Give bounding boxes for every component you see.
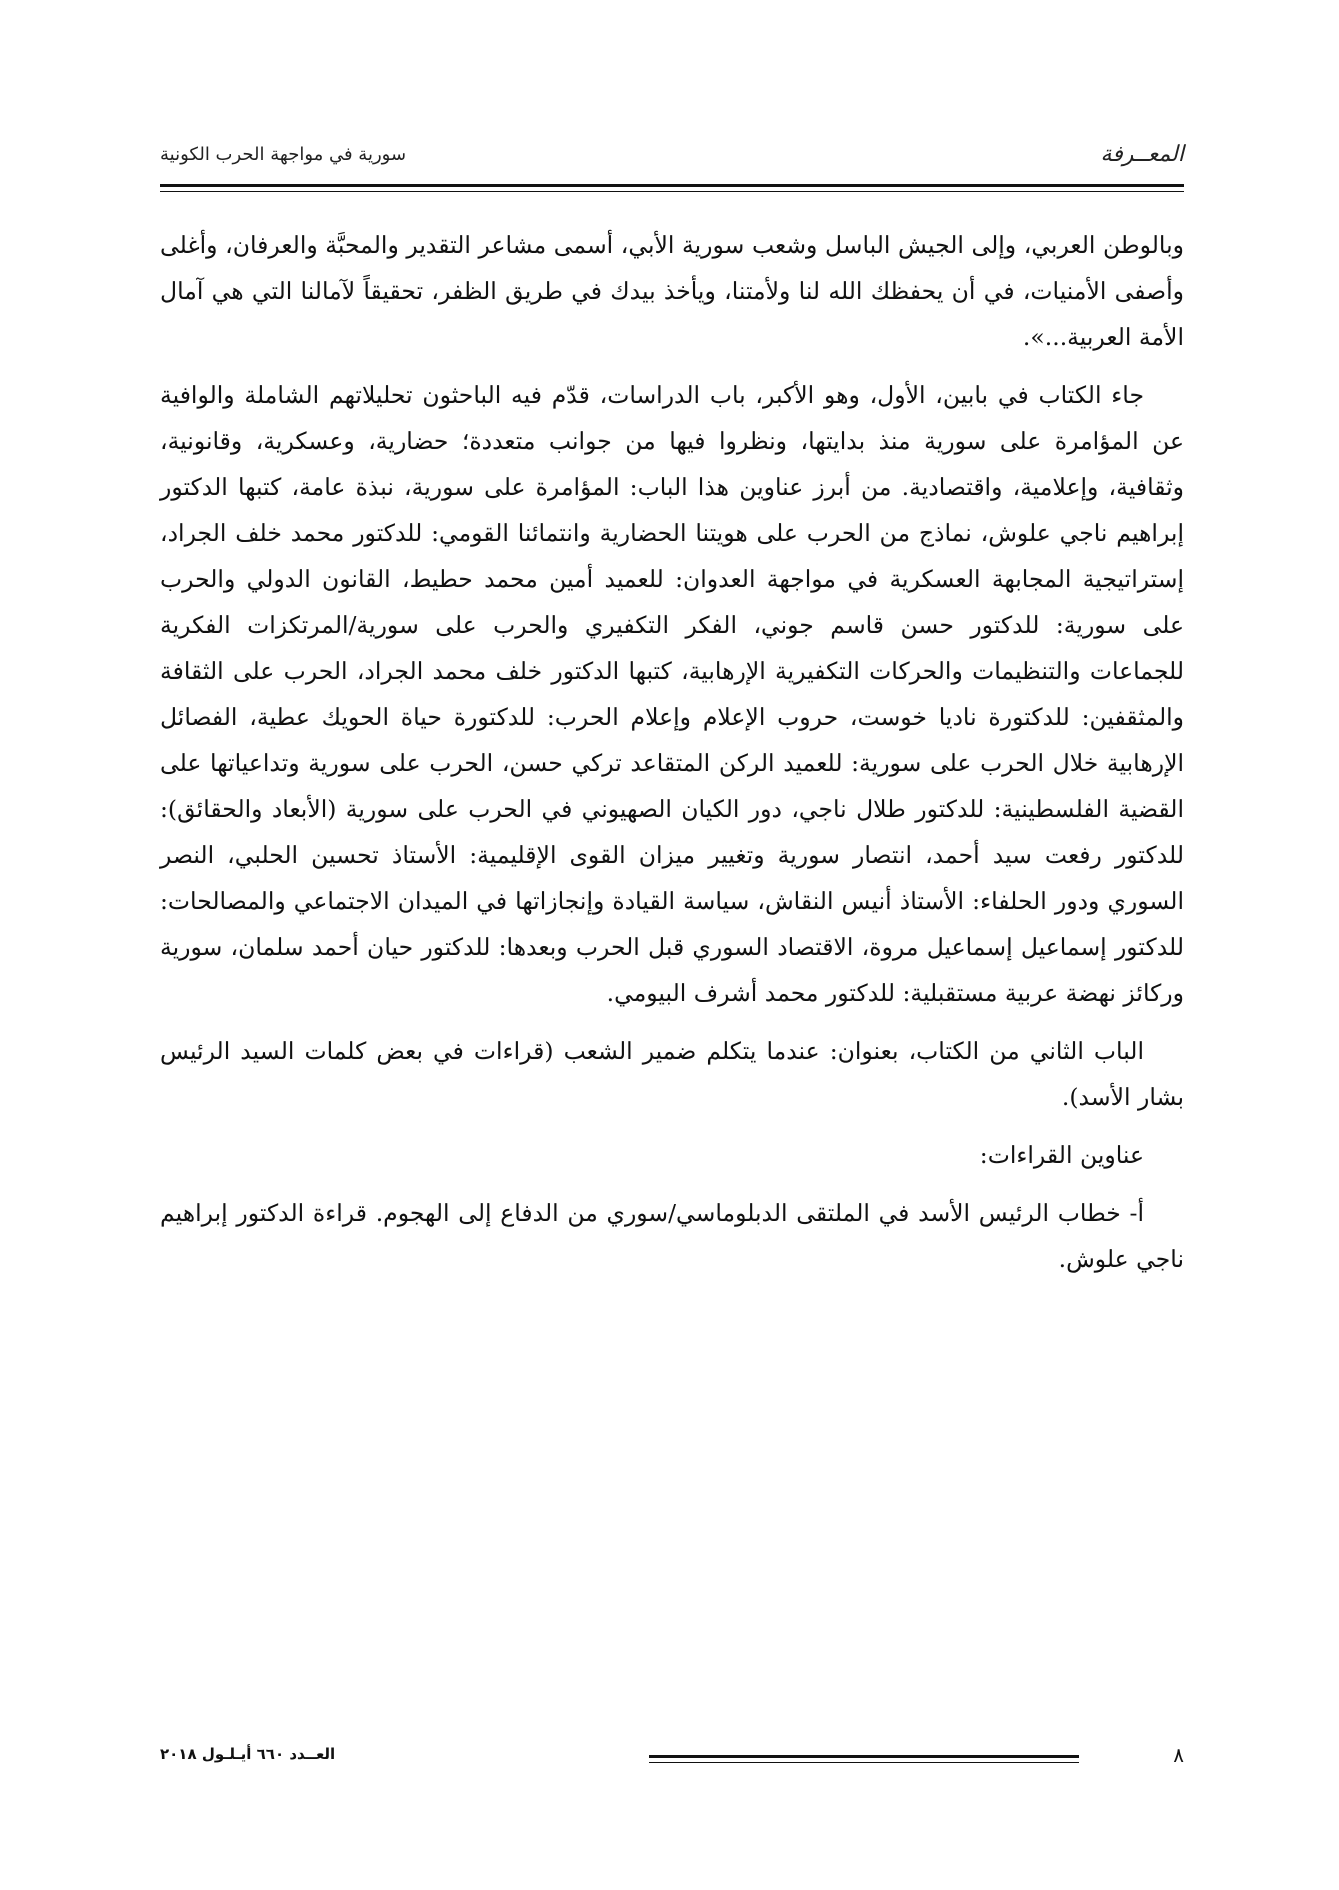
- footer-rule: [649, 1755, 1079, 1758]
- footer-rule-thin: [649, 1762, 1079, 1763]
- paragraph-4: عناوين القراءات:: [979, 1141, 1144, 1169]
- header-rule: [160, 184, 1184, 187]
- header-rule-thin: [160, 191, 1184, 192]
- running-title: سورية في مواجهة الحرب الكونية: [160, 144, 407, 165]
- issue-info: العــدد ٦٦٠ أيـلـول ٢٠١٨: [160, 1745, 336, 1763]
- magazine-logo: المعــرفة: [1100, 142, 1184, 167]
- page-number: ٨: [1173, 1743, 1184, 1767]
- article-body: [160, 222, 1184, 1294]
- paragraph-2: جاء الكتاب في بابين، الأول، وهو الأكبر، باب الدراسات، قدّم فيه الباحثون تحليلاتهم الشاملة والوافية عن المؤامرة على سورية منذ بدايتها، ونظروا فيها من جوانب متعددة؛ حضارية، وعسكرية، وقانونية، وثقافية، وإعلامية، واقتصادية. من أبرز عناوين هذا الباب: المؤامرة على سورية، نبذة عامة، كتبها الدكتور إبراهيم ناجي علوش، نماذج من الحرب على هويتنا الحضارية وانتمائنا القومي: للدكتور محمد خلف الجراد، إستراتيجية المجابهة العسكرية في مواجهة العدوان: للعميد أمين محمد حطيط، القانون الدولي والحرب على سورية: للدكتور حسن قاسم جوني، الفكر التكفيري والحرب على سورية/المرتكزات الفكرية للجماعات والتنظيمات والحركات التكفيرية الإرهابية، كتبها الدكتور خلف محمد الجراد، الحرب على الثقافة والمثقفين: للدكتورة ناديا خوست، حروب الإعلام وإعلام الحرب: للدكتورة حياة الحويك عطية، الفصائل الإرهابية خلال الحرب على سورية: للعميد الركن المتقاعد تركي حسن، الحرب على سورية وتداعياتها على القضية الفلسطينية: للدكتور طلال ناجي، دور الكيان الصهيوني في الحرب على سورية (الأبعاد والحقائق): للدكتور رفعت سيد أحمد، انتصار سورية وتغيير ميزان القوى الإقليمية: الأستاذ تحسين الحلبي، النصر السوري ودور الحلفاء: الأستاذ أنيس النقاش، سياسة القيادة وإنجازاتها في الميدان الاجتماعي والمصالحات: للدكتور إسماعيل إسماعيل مروة، الاقتصاد السوري قبل الحرب وبعدها: للدكتور حيان أحمد سلمان، سورية وركائز نهضة عربية مستقبلية: للدكتور محمد أشرف البيومي.: [160, 381, 1184, 1007]
- paragraph-3: الباب الثاني من الكتاب، بعنوان: عندما يتكلم ضمير الشعب (قراءات في بعض كلمات السيد الرئيس بشار الأسد).: [160, 1037, 1184, 1111]
- paragraph-5: أ- خطاب الرئيس الأسد في الملتقى الدبلوماسي/سوري من الدفاع إلى الهجوم. قراءة الدكتور إبراهيم ناجي علوش.: [160, 1199, 1184, 1273]
- page-footer: [160, 1743, 1184, 1773]
- running-header: [160, 140, 1184, 182]
- paragraph-1: وبالوطن العربي، وإلى الجيش الباسل وشعب سورية الأبي، أسمى مشاعر التقدير والمحبَّة والعرفان، وأغلى وأصفى الأمنيات، في أن يحفظك الله لنا ولأمتنا، ويأخذ بيدك في طريق الظفر، تحقيقاً لآمالنا التي هي آمال الأمة العربية...».: [160, 231, 1184, 351]
